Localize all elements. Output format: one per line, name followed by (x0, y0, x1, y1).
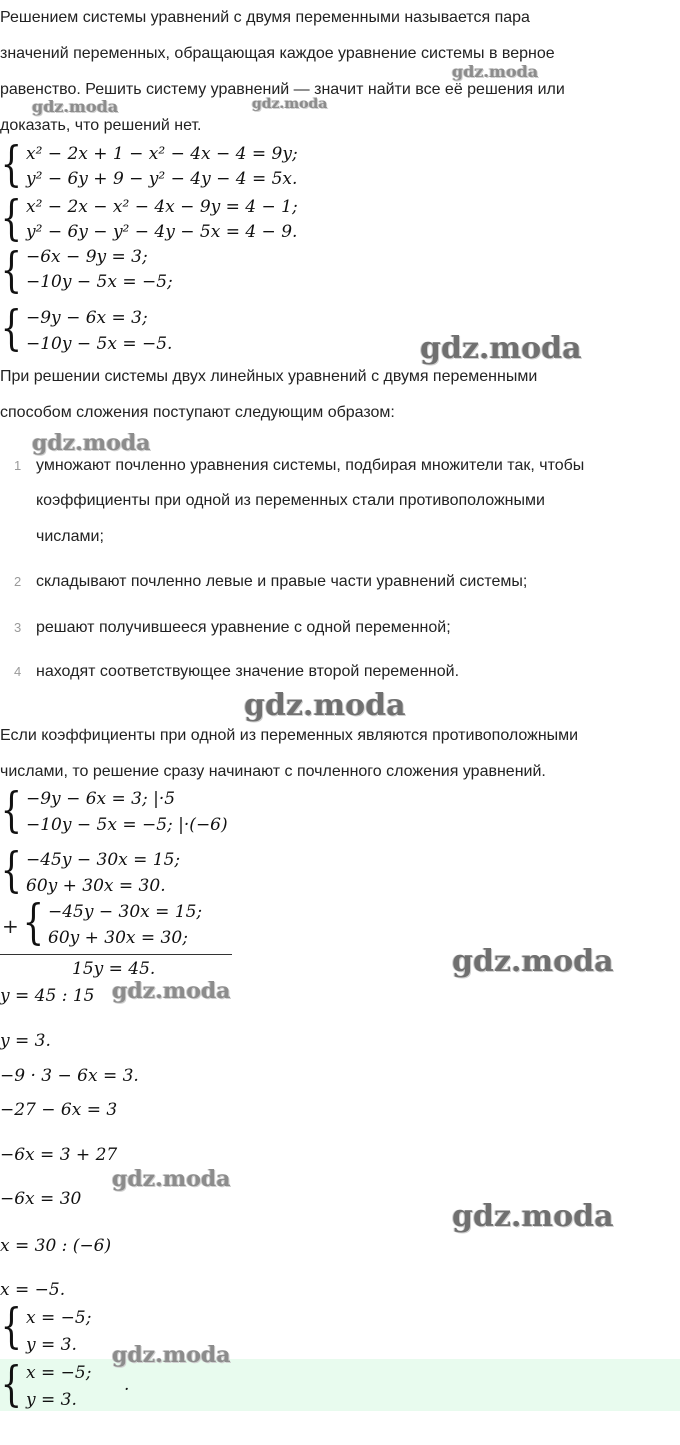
watermark: gdz.moda (32, 430, 151, 456)
note-line-1: Если коэффициенты при одной из переменных являются противоположными (0, 727, 579, 744)
answer-highlight (0, 1356, 680, 1412)
intro-line-2: значений переменных, обращающая каждое уравнение системы в верное (0, 45, 555, 62)
watermark: gdz.moda (112, 978, 231, 1004)
step-7: x = 30 : (−6) (0, 1236, 112, 1256)
system-2-eq-2: y² − 6y − y² − 4y − 5x = 4 − 9. (26, 222, 298, 242)
system-brace: { (22, 894, 44, 950)
plus-sign: + (2, 914, 19, 938)
sum-result: 15y = 45. (72, 959, 156, 979)
sum-eq-2: 60y + 30x = 30; (48, 928, 188, 948)
system-brace: { (0, 782, 22, 838)
system-brace: { (0, 300, 22, 356)
system-5-eq-2: −10y − 5x = −5; |·(−6) (26, 815, 228, 835)
step-2: y = 3. (0, 1031, 51, 1051)
system-4-eq-1: −9y − 6x = 3; (26, 308, 148, 328)
method-line-2: способом сложения поступают следующим образом: (0, 404, 395, 421)
list-number: 1 (14, 458, 22, 473)
system-brace: { (0, 136, 22, 192)
watermark: gdz.moda (452, 1199, 614, 1234)
watermark: gdz.moda (112, 1342, 231, 1368)
intro-line-4: доказать, что решений нет. (0, 117, 202, 134)
step-1: y = 45 : 15 (0, 986, 95, 1006)
note-line-2: числами, то решение сразу начинают с почленного сложения уравнений. (0, 763, 546, 780)
method-line-1: При решении системы двух линейных уравнений с двумя переменными (0, 368, 538, 385)
system-brace: { (0, 242, 22, 298)
watermark: gdz.moda (452, 62, 539, 81)
step-4: −27 − 6x = 3 (0, 1100, 118, 1120)
answer-2-x: x = −5; (26, 1363, 92, 1383)
list-item-2: складывают почленно левые и правые части уравнений системы; (36, 573, 528, 590)
system-brace: { (0, 1356, 22, 1412)
list-item-1-line-1: умножают почленно уравнения системы, подбирая множители так, чтобы (36, 457, 585, 474)
system-6-eq-2: 60y + 30x = 30. (26, 876, 166, 896)
intro-line-3: равенство. Решить систему уравнений — значит найти все её решения или (0, 81, 565, 98)
system-1-eq-1: x² − 2x + 1 − x² − 4x − 4 = 9y; (26, 144, 298, 164)
list-item-3: решают получившееся уравнение с одной переменной; (36, 619, 451, 636)
step-8: x = −5. (0, 1280, 66, 1300)
answer-dot: . (124, 1375, 130, 1395)
sum-line (0, 954, 232, 955)
sum-eq-1: −45y − 30x = 15; (48, 902, 203, 922)
list-number: 3 (14, 620, 22, 635)
system-3-eq-1: −6x − 9y = 3; (26, 247, 148, 267)
intro-line-1: Решением системы уравнений с двумя переменными называется пара (0, 9, 530, 26)
system-2-eq-1: x² − 2x − x² − 4x − 9y = 4 − 1; (26, 197, 298, 217)
system-brace: { (0, 842, 22, 898)
watermark: gdz.moda (32, 97, 119, 116)
watermark: gdz.moda (420, 331, 582, 366)
watermark: gdz.moda (252, 96, 328, 112)
list-number: 4 (14, 664, 22, 679)
step-3: −9 · 3 − 6x = 3. (0, 1066, 139, 1086)
list-number: 2 (14, 574, 22, 589)
answer-1-y: y = 3. (26, 1335, 77, 1355)
list-item-4: находят соответствующее значение второй переменной. (36, 663, 460, 680)
system-brace: { (0, 1298, 22, 1354)
list-item-1-line-3: числами; (36, 528, 104, 545)
watermark: gdz.moda (244, 688, 406, 723)
step-5: −6x = 3 + 27 (0, 1145, 118, 1165)
system-1-eq-2: y² − 6y + 9 − y² − 4y − 4 = 5x. (26, 169, 298, 189)
system-4-eq-2: −10y − 5x = −5. (26, 334, 173, 354)
system-brace: { (0, 190, 22, 246)
answer-1-x: x = −5; (26, 1308, 92, 1328)
answer-2-y: y = 3. (26, 1390, 77, 1410)
step-6: −6x = 30 (0, 1189, 82, 1209)
list-item-1-line-2: коэффициенты при одной из переменных стали противоположными (36, 492, 545, 509)
system-3-eq-2: −10y − 5x = −5; (26, 272, 173, 292)
watermark: gdz.moda (452, 944, 614, 979)
system-6-eq-1: −45y − 30x = 15; (26, 850, 181, 870)
watermark: gdz.moda (112, 1166, 231, 1192)
system-5-eq-1: −9y − 6x = 3; |·5 (26, 789, 176, 809)
